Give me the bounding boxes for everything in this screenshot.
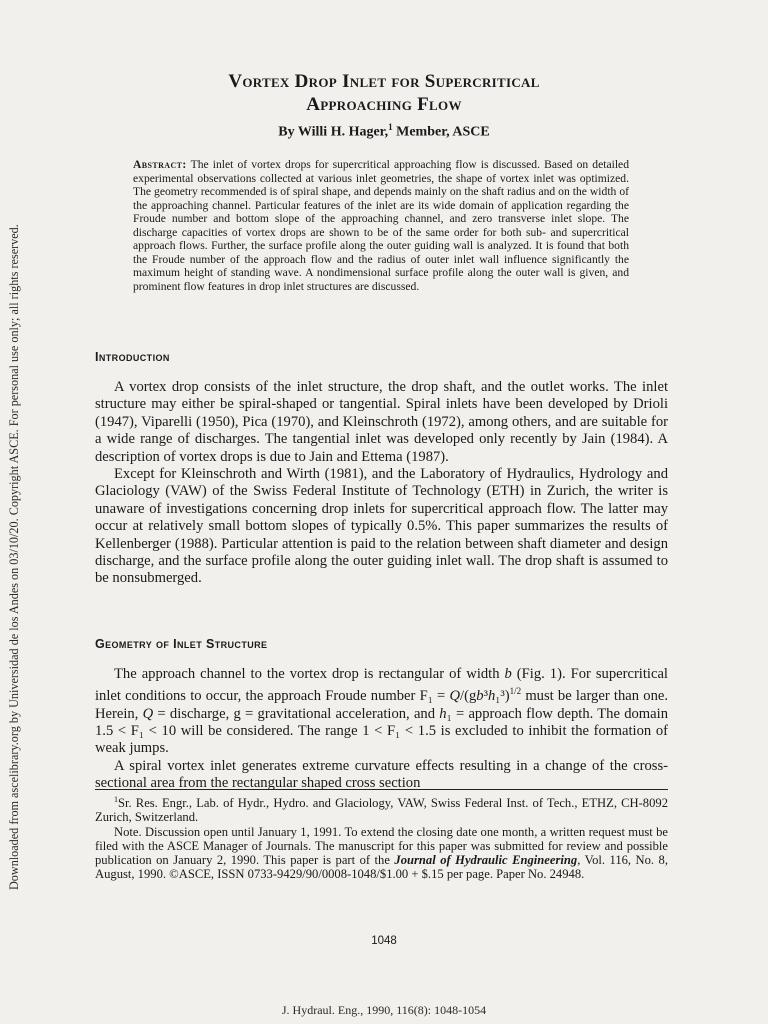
publication-note: Note. Discussion open until January 1, 1991. To extend the closing date one month, a written request must be filed with the ASCE Manager of Journals. The manuscript for this paper was submitted for review and possible publication on January 2, 1990. This paper is part of the Journal of Hydraulic Engineering, Vol. 116, No. 8, August, 1990. ©ASCE, ISSN 0733-9429/90/0008-1048/$1.00 + $.15 per page. Paper No. 24948.: [95, 824, 668, 882]
geometry-paragraph-2: A spiral vortex inlet generates extreme curvature effects resulting in a change of the cross-sectional area from the rectangular shaped cross section: [95, 757, 668, 792]
author-membership: Member, ASCE: [392, 124, 490, 140]
author-line: [100, 122, 668, 141]
abstract: [133, 158, 629, 293]
paper-title: [100, 70, 668, 116]
footnotes: [95, 789, 668, 881]
introduction-body: [95, 379, 668, 588]
title-line-2: Approaching Flow: [306, 94, 462, 115]
geometry-paragraph-1: The approach channel to the vortex drop is rectangular of width b (Fig. 1). For supercritical inlet conditions to occur, the approach Froude number $F_1 = Q/(gb^3h_1^3)^{1/2}$ must be larger than one. Herein, Q = discharge, g = gravitational acceleration, and h₁ = approach flow depth. The domain 1.5 < F₁ < 10 will be considered. The range 1 < F₁ < 1.5 is excluded to inhibit the formation of weak jumps.: [95, 666, 668, 757]
abstract-text: The inlet of vortex drops for supercritical approaching flow is discussed. Based on detailed experimental observations collected at various inlet geometries, the shape of vortex inlet was optimized. The geometry recommended is of spiral shape, and depends mainly on the shaft radius and on the width of the approaching channel. Particular features of the inlet are its wide domain of application regarding the Froude number and bottom slope of the approaching channel, and zero transverse inlet slope. The discharge capacities of vortex drops are shown to be of the same order for both sub- and supercritical approach flows. Further, the surface profile along the outer guiding wall is analyzed. It is found that both the Froude number of the approach flow and the radius of outer inlet wall influence significantly the maximum height of standing wave. A nondimensional surface profile along the outer wall is given, and prominent flow features in drop inlet structures are discussed.: [133, 158, 629, 293]
page-number: 1048: [371, 935, 397, 947]
introduction-paragraph-1: A vortex drop consists of the inlet structure, the drop shaft, and the outlet works. The inlet structure may either be spiral-shaped or tangential. Spiral inlets have been developed by Drioli (1947), Viparelli (1950), Pica (1970), and Kleinschroth (1972), among others, and are suitable for a wide range of discharges. The tangential inlet was developed only recently by Jain (1984). A description of vortex drops is due to Jain and Ettema (1987).: [95, 379, 668, 465]
title-line-1: Vortex Drop Inlet for Supercritical: [228, 71, 540, 92]
author-name: By Willi H. Hager,: [278, 124, 389, 140]
section-heading-geometry: Geometry of Inlet Structure: [95, 637, 268, 651]
author-affiliation-footnote: $^1$Sr. Res. Engr., Lab. of Hydr., Hydro. and Glaciology, VAW, Swiss Federal Inst. of Tech., ETHZ, CH-8092 Zurich, Switzerland.: [95, 795, 668, 825]
abstract-label: Abstract:: [133, 158, 187, 171]
citation-footer: J. Hydraul. Eng., 1990, 116(8): 1048-1054: [281, 1003, 487, 1017]
author-footnote-mark: 1: [388, 122, 393, 132]
geometry-body: [95, 666, 668, 793]
introduction-paragraph-2: Except for Kleinschroth and Wirth (1981), and the Laboratory of Hydraulics, Hydrology and Glaciology (VAW) of the Swiss Federal Institute of Technology (ETH) in Zurich, the writer is unaware of investigations concerning drop inlets for supercritical approach flow. The latter may occur at relatively small bottom slopes of typically 0.5%. This paper summarizes the results of Kellenberger (1988). Particular attention is paid to the relation between shaft diameter and design discharge, and the surface profile along the outer guiding inlet wall. The drop shaft is assumed to be nonsubmerged.: [95, 466, 668, 587]
section-heading-introduction: Introduction: [95, 350, 170, 364]
download-notice: Downloaded from ascelibrary.org by Universidad de los Andes on 03/10/20. Copyright ASCE. For personal use only; all rights reserved.: [7, 224, 21, 890]
journal-name: Journal of Hydraulic Engineering: [394, 853, 578, 867]
